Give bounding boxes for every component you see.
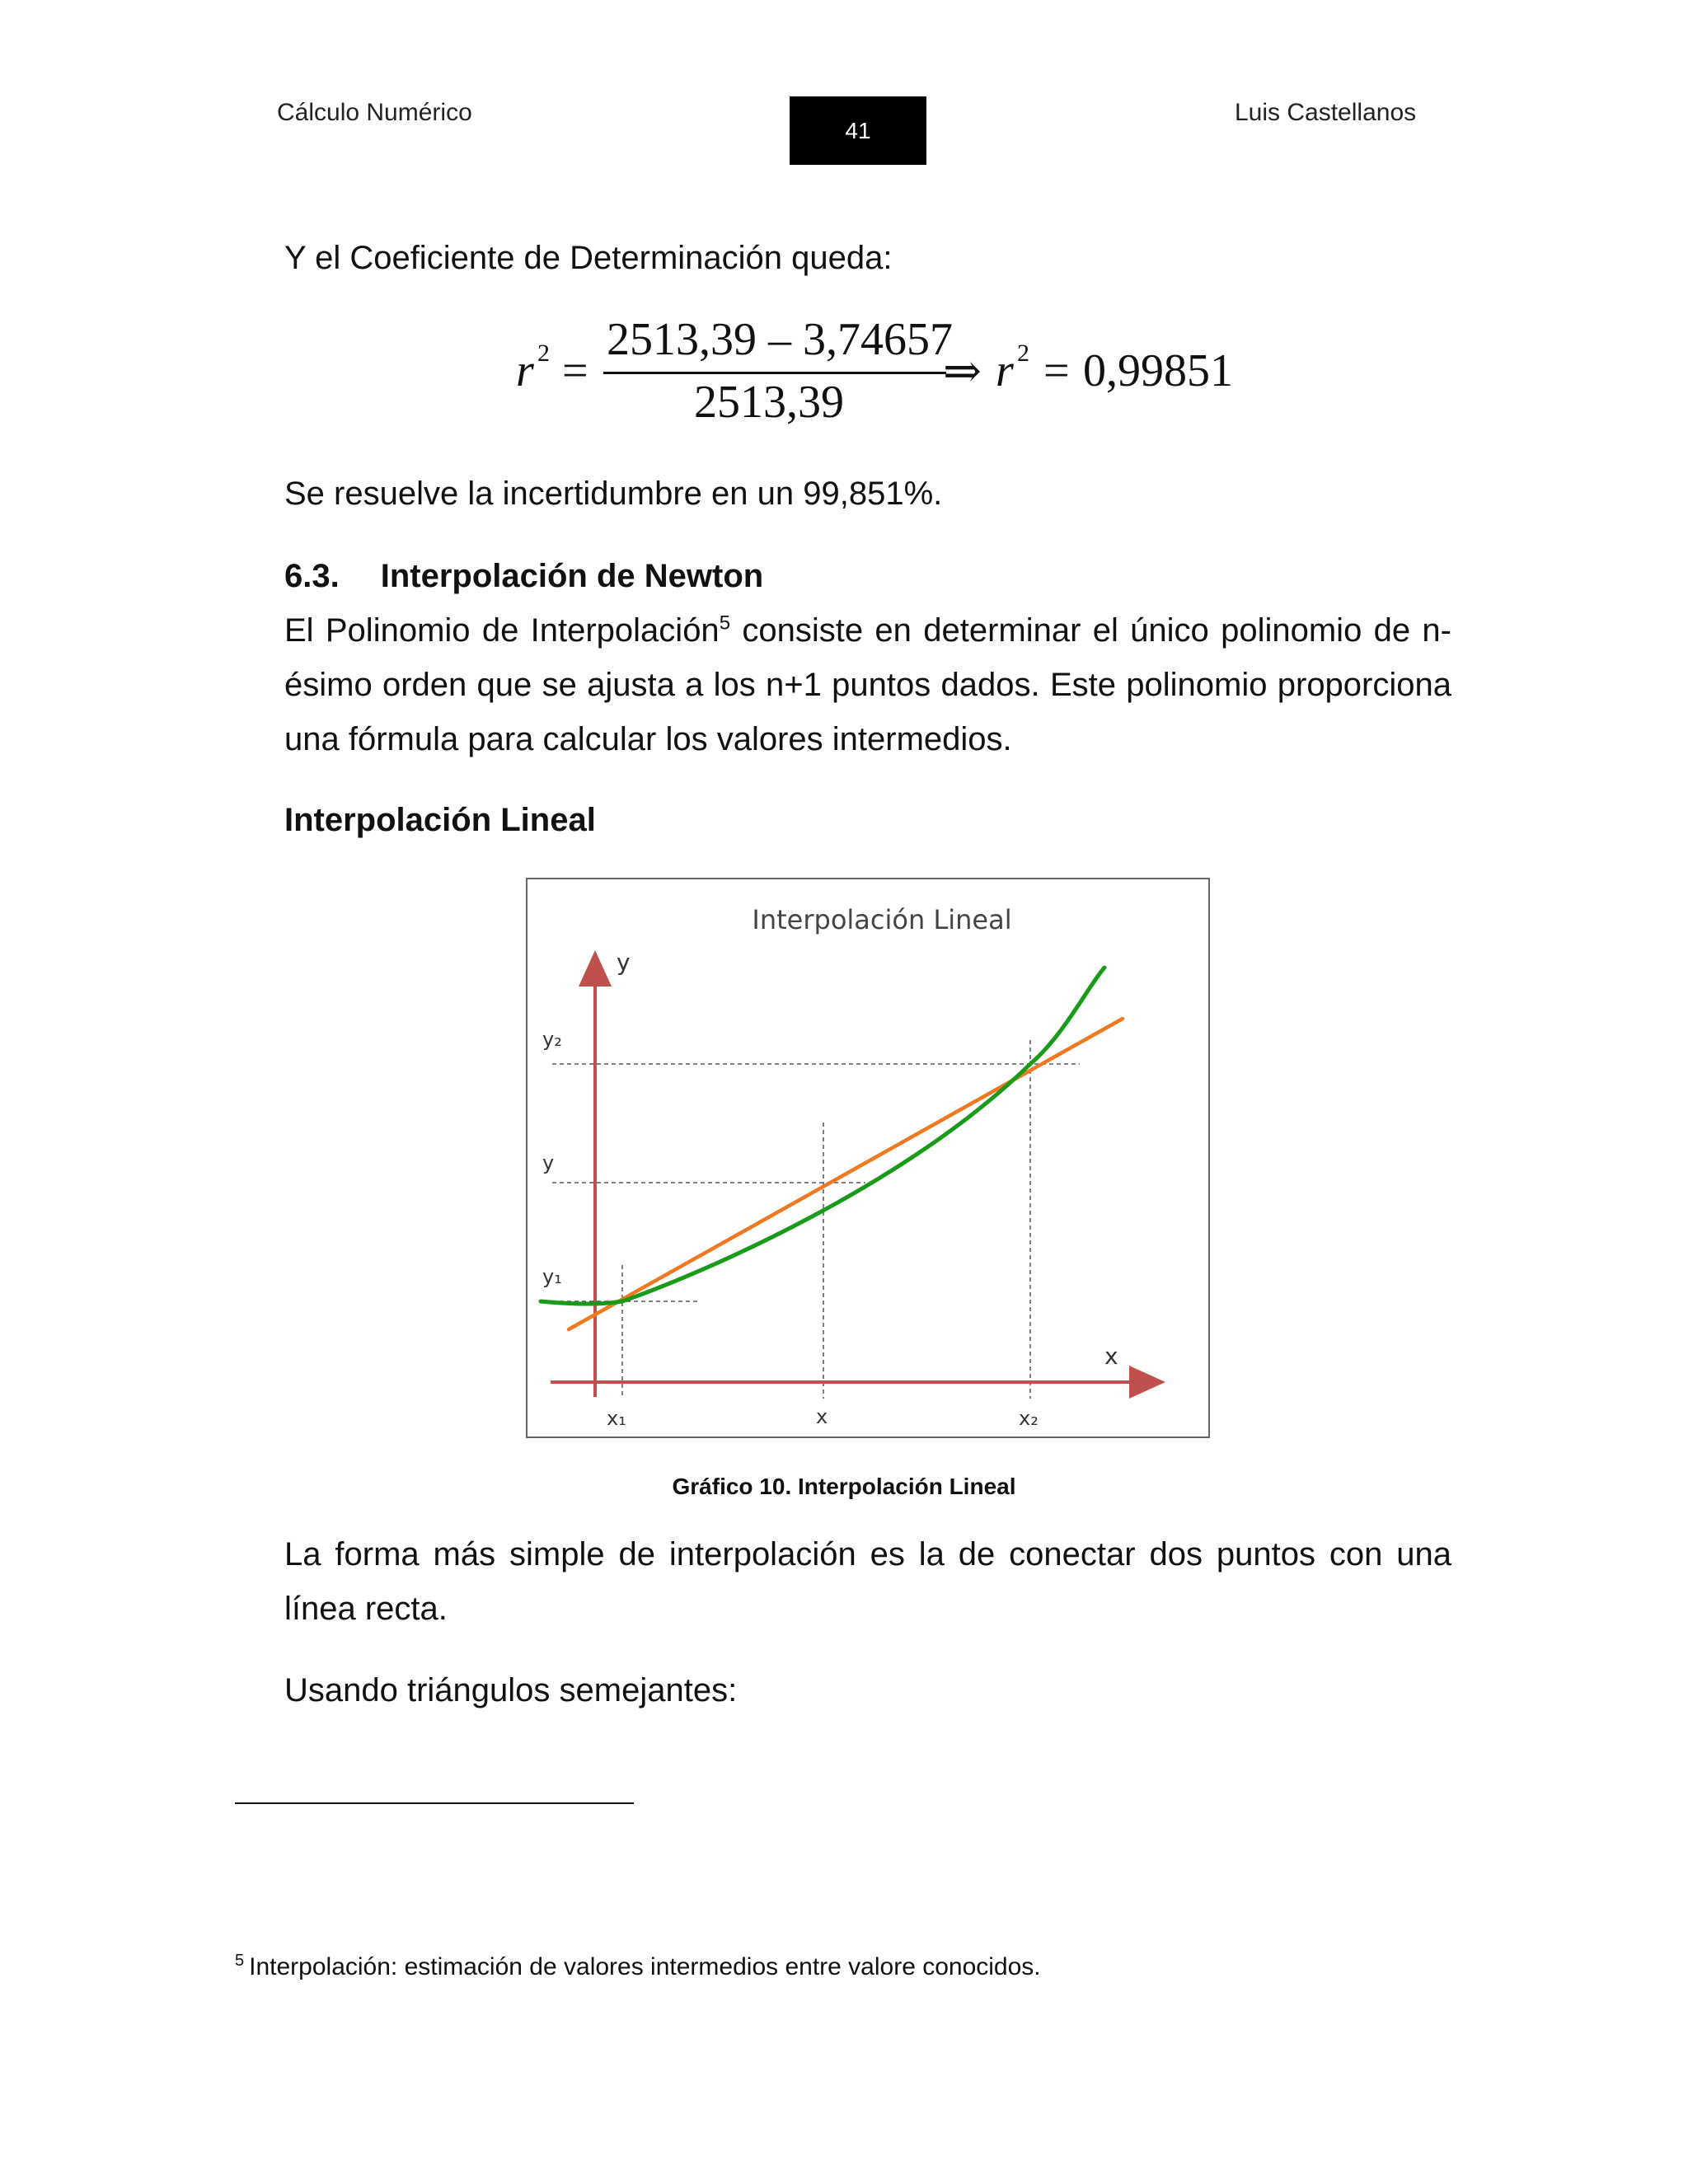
eq-rhs-exp: 2 bbox=[1017, 340, 1029, 367]
guide-lines bbox=[552, 1040, 1080, 1399]
header-right: Luis Castellanos bbox=[1235, 99, 1417, 126]
paragraph1-start: El Polinomio de Interpolación bbox=[284, 612, 720, 649]
eq-rhs-value: 0,99851 bbox=[1083, 345, 1233, 396]
interpolation-line bbox=[569, 1019, 1123, 1329]
eq-equals: = bbox=[562, 345, 588, 396]
footnote-ref[interactable]: 5 bbox=[719, 612, 731, 635]
paragraph-similar-triangles: Usando triángulos semejantes: bbox=[284, 1672, 738, 1708]
paragraph-interpolation bbox=[284, 603, 1451, 766]
section-title: Interpolación de Newton bbox=[380, 558, 764, 594]
function-curve bbox=[541, 968, 1104, 1304]
footnote-separator bbox=[235, 1802, 634, 1804]
section-number: 6.3. bbox=[284, 558, 340, 594]
subheading: Interpolación Lineal bbox=[284, 802, 596, 838]
footnote-number: 5 bbox=[235, 1952, 245, 1970]
eq-lhs: r bbox=[516, 345, 534, 396]
equation bbox=[511, 313, 1253, 437]
eq-denominator: 2513,39 bbox=[694, 377, 844, 428]
figure-title: Interpolación Lineal bbox=[752, 904, 1012, 935]
figure-caption: Gráfico 10. Interpolación Lineal bbox=[672, 1474, 1016, 1499]
page-number: 41 bbox=[790, 96, 926, 165]
tick-label-x: x bbox=[816, 1405, 828, 1428]
y-axis-label: y bbox=[617, 949, 631, 976]
fraction-bar bbox=[603, 372, 946, 374]
footnote-text: Interpolación: estimación de valores intermedios entre valore conocidos. bbox=[249, 1953, 1041, 1980]
tick-label-y1: y₁ bbox=[542, 1265, 562, 1288]
tick-label-y: y bbox=[542, 1151, 555, 1174]
interpolation-diagram bbox=[528, 879, 1208, 1436]
result-text: Se resuelve la incertidumbre en un 99,851%. bbox=[284, 476, 943, 512]
eq-rhs-var: r bbox=[996, 345, 1014, 396]
footnote bbox=[235, 1952, 1041, 1981]
section-heading bbox=[284, 549, 1451, 603]
tick-label-x1: x₁ bbox=[607, 1407, 626, 1430]
figure-linear-interpolation bbox=[526, 878, 1210, 1438]
tick-label-y2: y₂ bbox=[542, 1028, 562, 1051]
paragraph1-rest: consiste en determinar el único polinomio de n-ésimo orden que se ajusta a los n+1 puntos dados. Este polinomio proporciona una fórmula para calcular los valores intermedios. bbox=[284, 612, 1451, 757]
eq-numerator: 2513,39 – 3,74657 bbox=[607, 314, 953, 365]
eq-lhs-exp: 2 bbox=[537, 340, 550, 367]
intro-text: Y el Coeficiente de Determinación queda: bbox=[284, 240, 893, 276]
eq-implies: ⇒ bbox=[943, 346, 982, 397]
eq-rhs-equals: = bbox=[1043, 345, 1070, 396]
header-left: Cálculo Numérico bbox=[277, 99, 472, 126]
x-axis-label: x bbox=[1104, 1343, 1118, 1370]
tick-label-x2: x₂ bbox=[1019, 1407, 1039, 1430]
paragraph-simple-form: La forma más simple de interpolación es la de conectar dos puntos con una línea recta. bbox=[284, 1536, 1451, 1627]
